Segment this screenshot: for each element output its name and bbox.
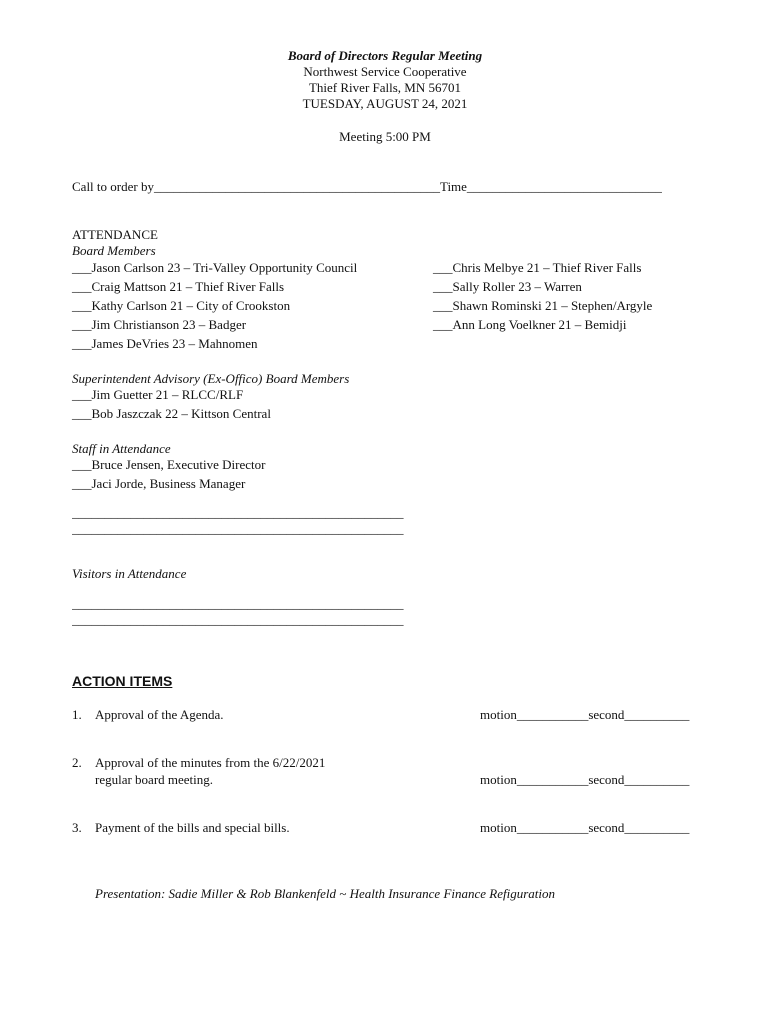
blank-signature-line: ___________________________________________________ xyxy=(72,521,404,536)
advisory-members-heading: Superintendent Advisory (Ex-Offico) Board Members xyxy=(72,371,350,386)
meeting-title: Board of Directors Regular Meeting xyxy=(287,48,483,63)
motion-second-line: motion___________second__________ xyxy=(480,707,690,722)
board-member: ___Kathy Carlson 21 – City of Crookston xyxy=(72,298,291,313)
board-member: ___Jim Christianson 23 – Badger xyxy=(72,317,247,332)
staff-member: ___Bruce Jensen, Executive Director xyxy=(72,457,266,472)
board-member: ___Ann Long Voelkner 21 – Bemidji xyxy=(433,317,627,332)
action-item-number: 3. xyxy=(72,820,82,835)
blank-signature-line: ___________________________________________________ xyxy=(72,596,404,611)
board-member: ___Craig Mattson 21 – Thief River Falls xyxy=(72,279,285,294)
attendance-heading: ATTENDANCE xyxy=(72,227,158,242)
action-item-text: regular board meeting. xyxy=(95,772,214,787)
board-members-heading: Board Members xyxy=(72,243,156,258)
blank-signature-line: ___________________________________________________ xyxy=(72,505,404,520)
motion-second-line: motion___________second__________ xyxy=(480,820,690,835)
staff-heading: Staff in Attendance xyxy=(72,441,171,456)
action-item-number: 2. xyxy=(72,755,82,770)
action-item-text: Approval of the Agenda. xyxy=(95,707,224,722)
action-items-heading: ACTION ITEMS xyxy=(72,673,173,689)
board-member: ___Shawn Rominski 21 – Stephen/Argyle xyxy=(433,298,653,313)
board-member: ___James DeVries 23 – Mahnomen xyxy=(72,336,258,351)
organization-name: Northwest Service Cooperative xyxy=(303,64,467,79)
action-item-text: Payment of the bills and special bills. xyxy=(95,820,290,835)
meeting-date: TUESDAY, AUGUST 24, 2021 xyxy=(302,96,468,111)
advisory-member: ___Jim Guetter 21 – RLCC/RLF xyxy=(72,387,244,402)
meeting-time: Meeting 5:00 PM xyxy=(339,129,431,144)
call-to-order-line: Call to order by____________________________________________Time______________________________ xyxy=(72,179,662,194)
board-member: ___Sally Roller 23 – Warren xyxy=(433,279,582,294)
advisory-member: ___Bob Jaszczak 22 – Kittson Central xyxy=(72,406,271,421)
motion-second-line: motion___________second__________ xyxy=(480,772,690,787)
board-member: ___Chris Melbye 21 – Thief River Falls xyxy=(433,260,642,275)
presentation-note: Presentation: Sadie Miller & Rob Blankenfeld ~ Health Insurance Finance Refiguration xyxy=(95,886,556,901)
organization-location: Thief River Falls, MN 56701 xyxy=(308,80,461,95)
staff-member: ___Jaci Jorde, Business Manager xyxy=(72,476,246,491)
board-member: ___Jason Carlson 23 – Tri-Valley Opportunity Council xyxy=(72,260,358,275)
blank-signature-line: ___________________________________________________ xyxy=(72,612,404,627)
action-item-text: Approval of the minutes from the 6/22/2021 xyxy=(95,755,326,770)
action-item-number: 1. xyxy=(72,707,82,722)
visitors-heading: Visitors in Attendance xyxy=(72,566,187,581)
